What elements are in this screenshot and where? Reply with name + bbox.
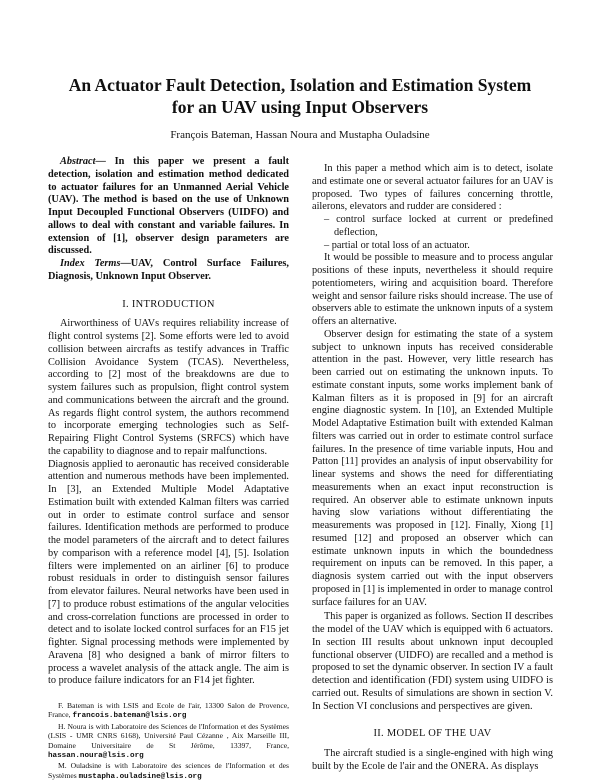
footnote-text: F. Bateman is with LSIS and Ecole de l'air, 13300 Salon de Provence, France, [48, 701, 289, 720]
intro-paragraph-4: It would be possible to measure and to process angular positions of these inputs, nevertheless it should require potentiometers, wiring and acquisition board. Therefore weight and sensor failure risks should increase. The use of observers able to estimate the unknown inputs of a system offers an alternative. [312, 252, 553, 327]
intro-paragraph-3: In this paper a method which aim is to detect, isolate and estimate one or several actuator failures for an UAV is proposed. Two types of failures concerning throttle, ailerons, elevators and rudder are considered : [312, 163, 553, 213]
index-terms-label: Index Terms [60, 258, 121, 269]
email-link[interactable]: hassan.noura@lsis.org [48, 752, 144, 761]
left-column [48, 156, 289, 782]
footnote-bateman [48, 701, 289, 722]
paper-title: An Actuator Fault Detection, Isolation and Estimation System for an UAV using Input Observers [68, 75, 532, 117]
paper-authors: François Bateman, Hassan Noura and Mustapha Ouladsine [170, 129, 430, 141]
section-heading-model: II. MODEL OF THE UAV [373, 728, 492, 740]
intro-paragraph-1: Airworthiness of UAVs requires reliability increase of flight control systems [2]. Some efforts were led to avoid collision between aircrafts as testify advances in Traffic Collision Avoidance System (TCAS). Nevertheless, according to [2] most of the breakdowns are due to system failures such as propulsion, flight control system and communications between the aircraft and the ground. As regards flight control system, the authors recommend to incorporate emerging technologies such as Self-Repairing Flight Control Systems (SRFCS) which have the capability to diagnose and to repair malfunctions. [48, 318, 289, 457]
section-heading-introduction: I. INTRODUCTION [122, 298, 215, 310]
index-terms [48, 258, 289, 284]
failure-types-list [312, 214, 553, 252]
email-link[interactable]: mustapha.ouladsine@lsis.org [78, 772, 202, 781]
intro-paragraph-5: Observer design for estimating the state of a system subject to unknown inputs has received considerable attention in the past. However, very little research has been carried out on estimating the unknown inputs. To estimate constant inputs, some works implement bank of Kalman filters as it is proposed in [9] for an aircraft engine diagnostic system. In [10], an Extended Multiple Model Adaptative Estimation built with extended Kalman filters was carried out in order to estimate control surface failures. In the presence of time variable inputs, Hou and Patton [11] provides an analysis of input observability for linear systems and shows the need for differentiating measurements when an exact input reconstruction is required. An observer able to estimate unknown inputs having slow variations without differentiating the measurements was proposed in [12]. Finally, Xiong [1] resumed [12] and proposed an observer which can estimate unknown inputs in which the boundedness requirement on inputs can be removed. In this paper, a diagnosis system carried out with the input observers proposed in [1] is implemented in order to manage control surface failures for an UAV. [312, 328, 553, 608]
footnote-text: M. Ouladsine is with Laboratoire des sciences de l'Information et des Systèmes [48, 761, 289, 780]
abstract-text: — In this paper we present a fault detection, isolation and estimation method dedicated to actuator failures for an Unmanned Aerial Vehicle (UAV). The method is based on the use of Unknown Input Decoupled Functional Observers (UIDFO) and allows to deal with constant and variable failures. In extension of [1], observer design parameters are discussed. [48, 156, 289, 257]
email-link[interactable]: francois.bateman@lsis.org [72, 712, 187, 721]
list-item: – partial or total loss of an actuator. [324, 240, 553, 253]
footnote-ouladsine [48, 761, 289, 782]
intro-paragraph-6: This paper is organized as follows. Section II describes the model of the UAV which is equipped with 6 actuators. In section III results about unknown input decoupled functional observer (UIDFO) are recalled and a method is proposed to set the dynamic observer. In section IV a fault detection and identification (FDI) system using UIDFO is carried out. Results of simulations are shown in section V. In Section VI conclusions and perspectives are given. [312, 611, 553, 712]
intro-paragraph-2: Diagnosis applied to aeronautic has received considerable attention and numerous methods have been implemented. In [3], an Extended Multiple Model Adaptative Estimation built with extended Kalman filters was carried out in order to estimate control surface and sensor failures. Identification methods are performed to produce the model parameters of the aircraft and to detect failures by comparison with a reference model [4], [5]. Isolation filters were implemented on an airliner [6] to produce robust residuals in order to distinguish sensor failures from elevator failures. Neural networks have been used in [7] to produce robust estimations of the angular velocities and cross-correlation functions are processed in order to detect and to isolate locked control surfaces for an F15 jet fighter. Signal processing methods were implemented by Aravena [8] who designed a bank of mirror filters to process a wavelet analysis of the attack angle. The aim is to produce failure indicators for an F14 jet fighter. [48, 458, 289, 687]
footnote-text: H. Noura is with Laboratoire des Sciences de l'Information et des Systèmes (LSIS - UMR CNRS 6168), Université Paul Cézanne , Aix Marseille III, Domaine Universitaire de St Jérôme, 13397, France, [48, 721, 289, 750]
index-terms-text: —UAV, Control Surface Failures, Diagnosis, Unknown Input Observer. [48, 258, 289, 282]
model-paragraph-1: The aircraft studied is a single-engined with high wing built by the Ecole de l'air and the ONERA. As displays [312, 748, 553, 772]
list-item: – control surface locked at current or predefined deflection, [324, 214, 553, 240]
footnote-noura [48, 722, 289, 762]
right-column [312, 163, 553, 774]
footnotes [48, 701, 289, 782]
abstract-label: Abstract [60, 156, 96, 167]
abstract [48, 156, 289, 258]
